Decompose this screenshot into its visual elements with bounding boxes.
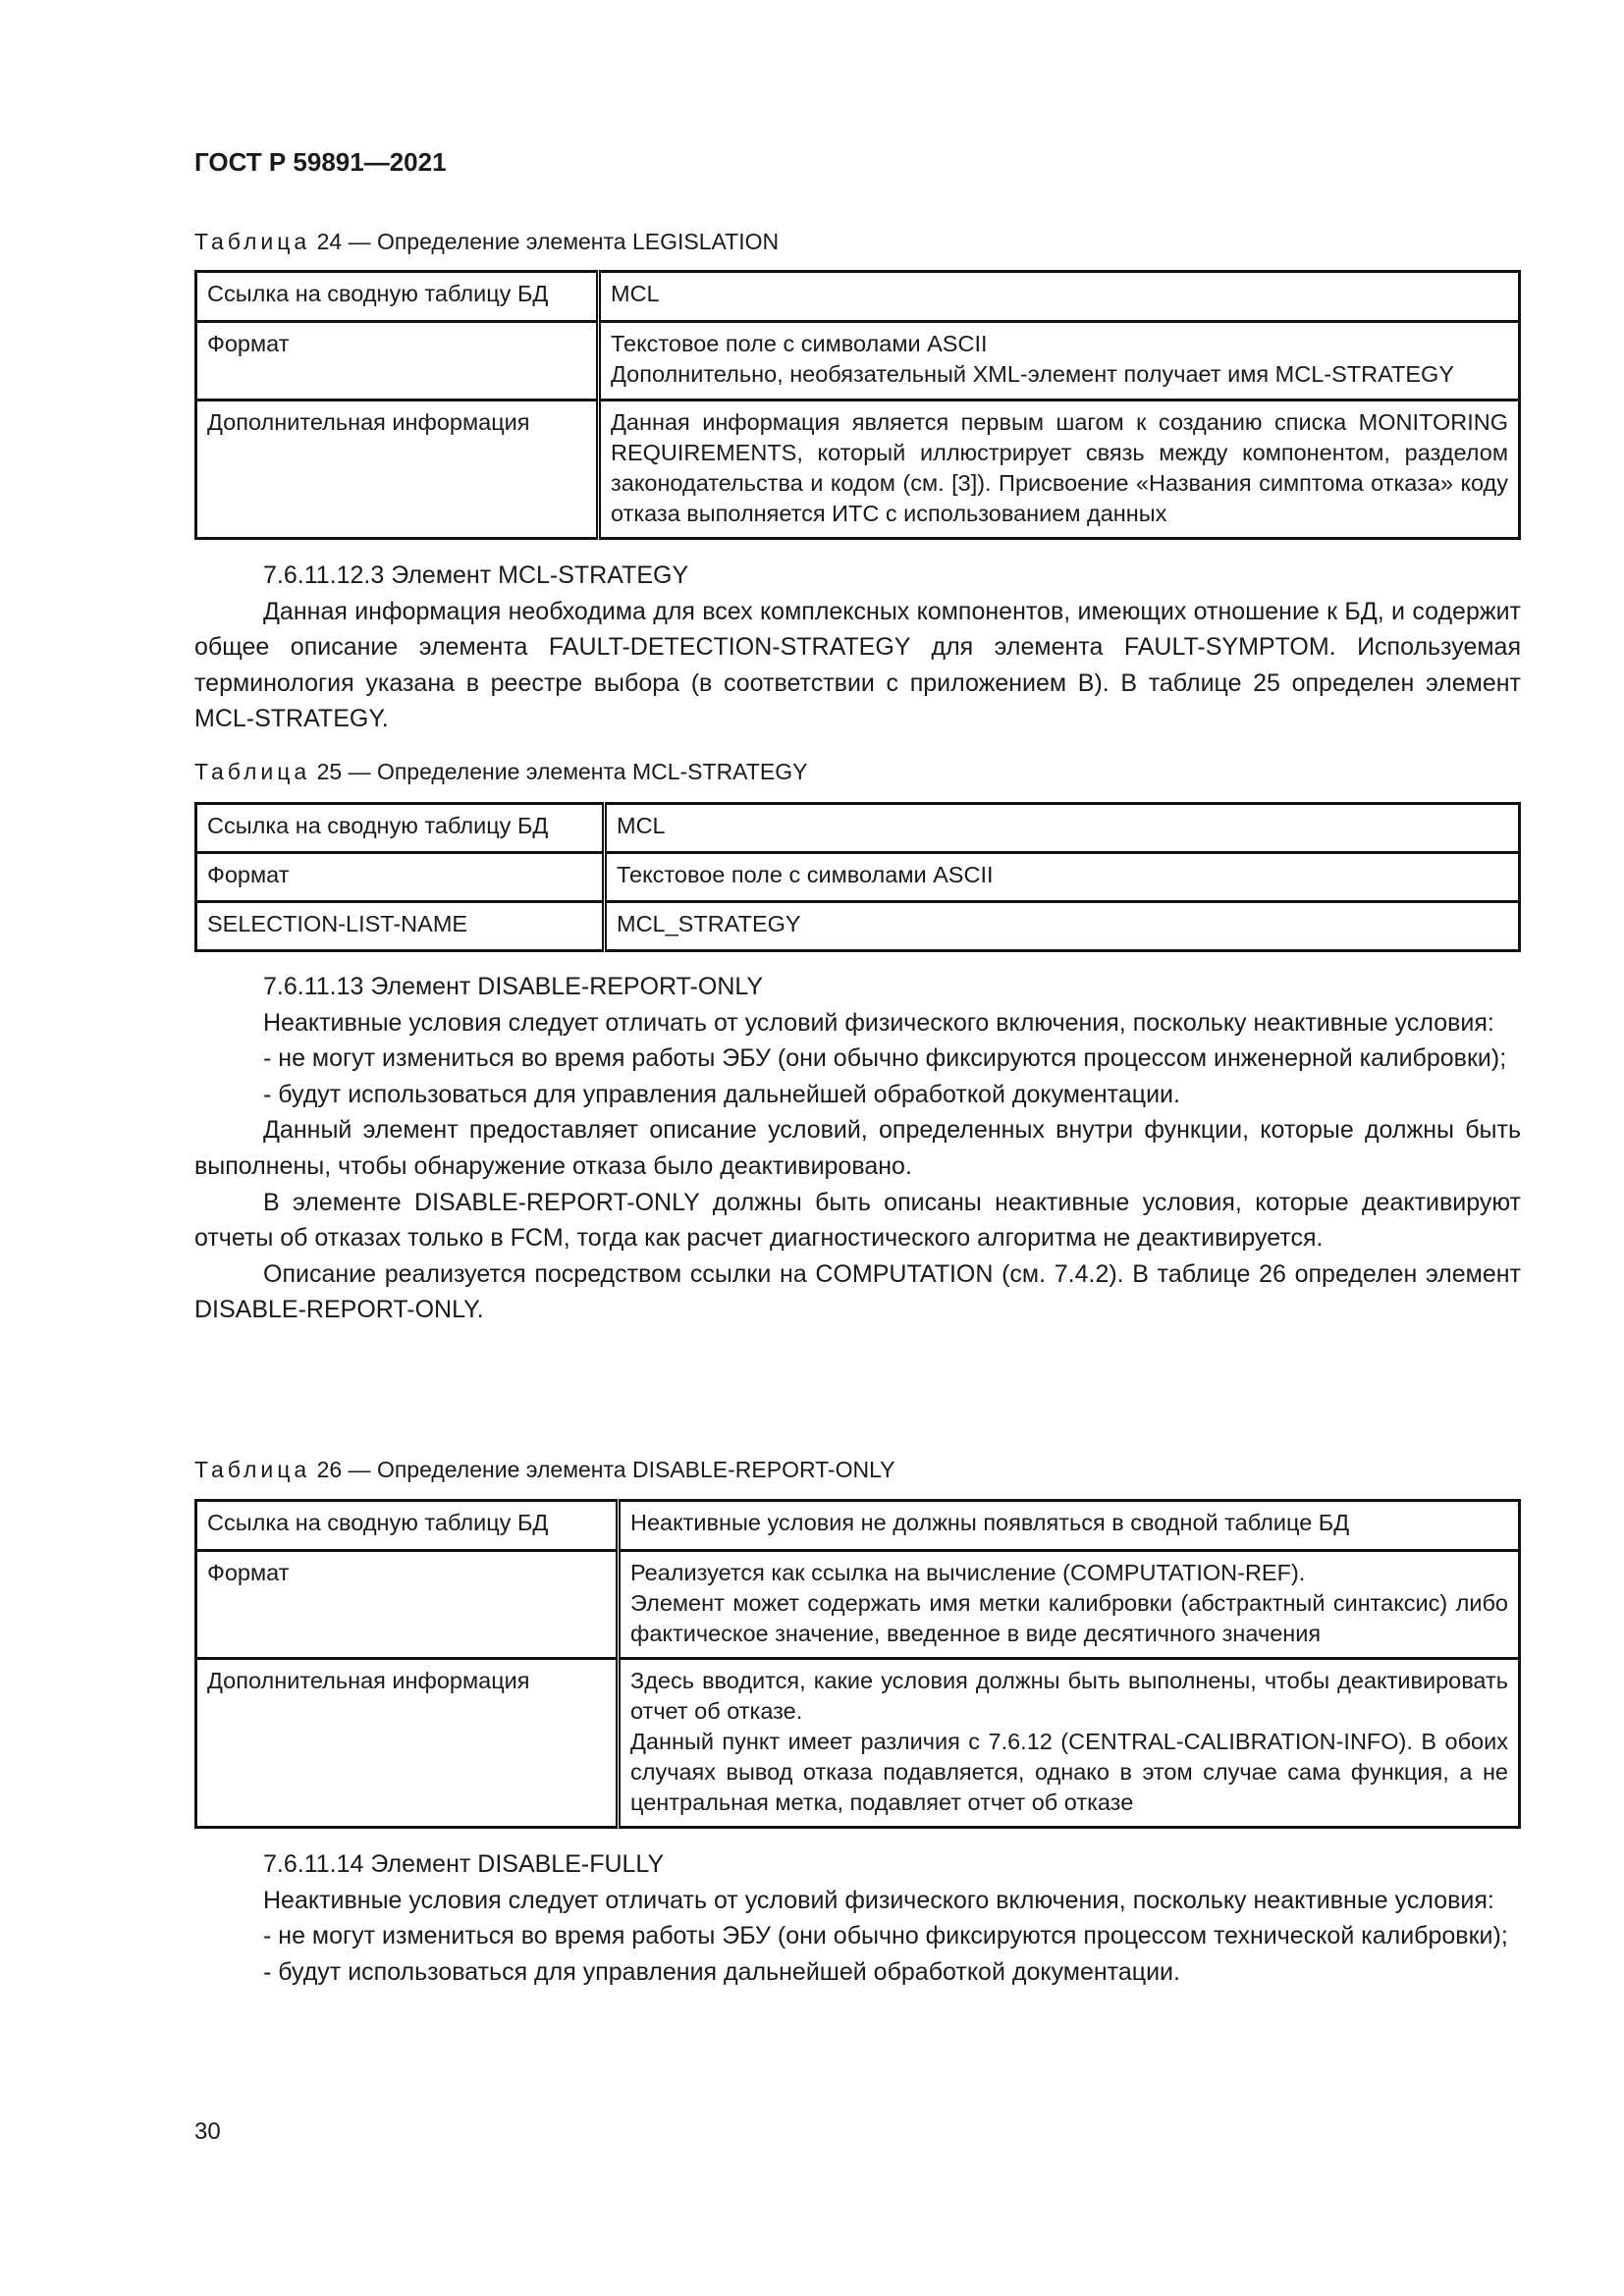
page-number: 30	[194, 2118, 221, 2145]
paragraph: Неактивные условия следует отличать от условий физического включения, поскольку неактивные условия:	[263, 1008, 1494, 1037]
table-25-caption	[194, 759, 1521, 785]
table-cell-value	[605, 853, 1520, 902]
caption-text: 25 — Определение элемента MCL-STRATEGY	[310, 759, 808, 784]
table-25	[194, 802, 1521, 952]
cell-line: Текстовое поле с символами ASCII	[611, 331, 988, 356]
table-row	[196, 322, 1520, 400]
section-heading: 7.6.11.14 Элемент DISABLE-FULLY	[263, 1850, 665, 1878]
table-cell-value	[599, 400, 1520, 539]
table-row	[196, 804, 1520, 853]
cell-line: Реализуется как ссылка на вычисление (COMPUTATION-REF).	[630, 1560, 1306, 1585]
document-header: ГОСТ Р 59891—2021	[194, 147, 447, 177]
paragraph: Описание реализуется посредством ссылки на COMPUTATION (см. 7.4.2). В таблице 26 определен элемент DISABLE-REPORT-ONLY.	[194, 1259, 1521, 1324]
caption-prefix: Таблица	[194, 759, 311, 784]
paragraph: - не могут измениться во время работы ЭБУ (они обычно фиксируются процессом технической калибровки);	[263, 1922, 1508, 1950]
table-cell-value	[619, 1501, 1520, 1551]
table-row	[196, 1551, 1520, 1659]
paragraph: - не могут измениться во время работы ЭБУ (они обычно фиксируются процессом инженерной калибровки);	[263, 1044, 1507, 1073]
section-heading: 7.6.11.13 Элемент DISABLE-REPORT-ONLY	[263, 973, 764, 1000]
table-cell-value	[605, 804, 1520, 853]
cell-line: Текстовое поле с символами ASCII	[617, 862, 994, 887]
cell-line: Дополнительно, необязательный XML-элемент получает имя MCL-STRATEGY	[611, 361, 1455, 387]
cell-line: Данная информация является первым шагом к созданию списка MONITORING REQUIREMENTS, который иллюстрирует связь между компонентом, разделом законодательства и кодом (см. [3]). Присвоение «Названия симптома отказа» коду отказа выполняется ИТС с использованием данных	[611, 409, 1508, 526]
table-cell-value	[619, 1551, 1520, 1659]
paragraph: - будут использоваться для управления дальнейшей обработкой документации.	[263, 1957, 1180, 1986]
section-7-6-11-14	[194, 1846, 1521, 1990]
cell-line: Неактивные условия не должны появляться в сводной таблице БД	[630, 1510, 1350, 1535]
table-cell-value	[599, 322, 1520, 400]
paragraph: Неактивные условия следует отличать от условий физического включения, поскольку неактивные условия:	[263, 1886, 1494, 1914]
table-cell-label: Формат	[196, 853, 605, 902]
paragraph: Данный элемент предоставляет описание условий, определенных внутри функции, которые должны быть выполнены, чтобы обнаружение отказа было деактивировано.	[194, 1116, 1521, 1180]
paragraph: В элементе DISABLE-REPORT-ONLY должны быть описаны неактивные условия, которые деактивируют отчеты об отказах только в FCM, тогда как расчет диагностического алгоритма не деактивируется.	[194, 1188, 1521, 1253]
caption-prefix: Таблица	[194, 229, 311, 254]
table-row	[196, 1501, 1520, 1551]
paragraph: Данная информация необходима для всех комплексных компонентов, имеющих отношение к БД, и содержит общее описание элемента FAULT-DETECTION-STRATEGY для элемента FAULT-SYMPTOM. Используемая терминология указана в реестре выбора (в соответствии с приложением В). В таблице 25 определен элемент MCL-STRATEGY.	[194, 597, 1521, 733]
cell-line: Здесь вводится, какие условия должны быть выполнены, чтобы деактивировать отчет об отказе.	[630, 1668, 1508, 1724]
table-24-caption	[194, 229, 1521, 255]
caption-text: 26 — Определение элемента DISABLE-REPORT-ONLY	[310, 1457, 895, 1482]
cell-line: MCL_STRATEGY	[617, 911, 801, 936]
table-cell-label: Ссылка на сводную таблицу БД	[196, 272, 599, 322]
table-cell-label: Ссылка на сводную таблицу БД	[196, 1501, 619, 1551]
table-cell-label: Формат	[196, 322, 599, 400]
table-cell-value	[605, 902, 1520, 951]
cell-line: Элемент может содержать имя метки калибровки (абстрактный синтаксис) либо фактическое значение, введенное в виде десятичного значения	[630, 1590, 1508, 1646]
table-cell-label: Ссылка на сводную таблицу БД	[196, 804, 605, 853]
section-7-6-11-12-3	[194, 558, 1521, 737]
table-26-caption	[194, 1457, 1521, 1483]
table-24	[194, 270, 1521, 540]
table-cell-label: Дополнительная информация	[196, 400, 599, 539]
table-cell-value	[599, 272, 1520, 322]
section-heading: 7.6.11.12.3 Элемент MCL-STRATEGY	[263, 561, 689, 589]
table-row	[196, 1659, 1520, 1828]
caption-prefix: Таблица	[194, 1457, 311, 1482]
caption-text: 24 — Определение элемента LEGISLATION	[310, 229, 780, 254]
table-cell-label: Дополнительная информация	[196, 1659, 619, 1828]
table-26	[194, 1499, 1521, 1829]
table-row	[196, 902, 1520, 951]
table-row	[196, 272, 1520, 322]
table-row	[196, 400, 1520, 539]
table-cell-value	[619, 1659, 1520, 1828]
cell-line: MCL	[611, 281, 660, 306]
table-row	[196, 853, 1520, 902]
table-cell-label: SELECTION-LIST-NAME	[196, 902, 605, 951]
cell-line: MCL	[617, 813, 666, 838]
paragraph: - будут использоваться для управления дальнейшей обработкой документации.	[263, 1080, 1180, 1108]
section-7-6-11-13	[194, 969, 1521, 1328]
table-cell-label: Формат	[196, 1551, 619, 1659]
cell-line: Данный пункт имеет различия с 7.6.12 (CENTRAL-CALIBRATION-INFO). В обоих случаях вывод отказа подавляется, однако в этом случае сама функция, а не центральная метка, подавляет отчет об отказе	[630, 1729, 1508, 1815]
